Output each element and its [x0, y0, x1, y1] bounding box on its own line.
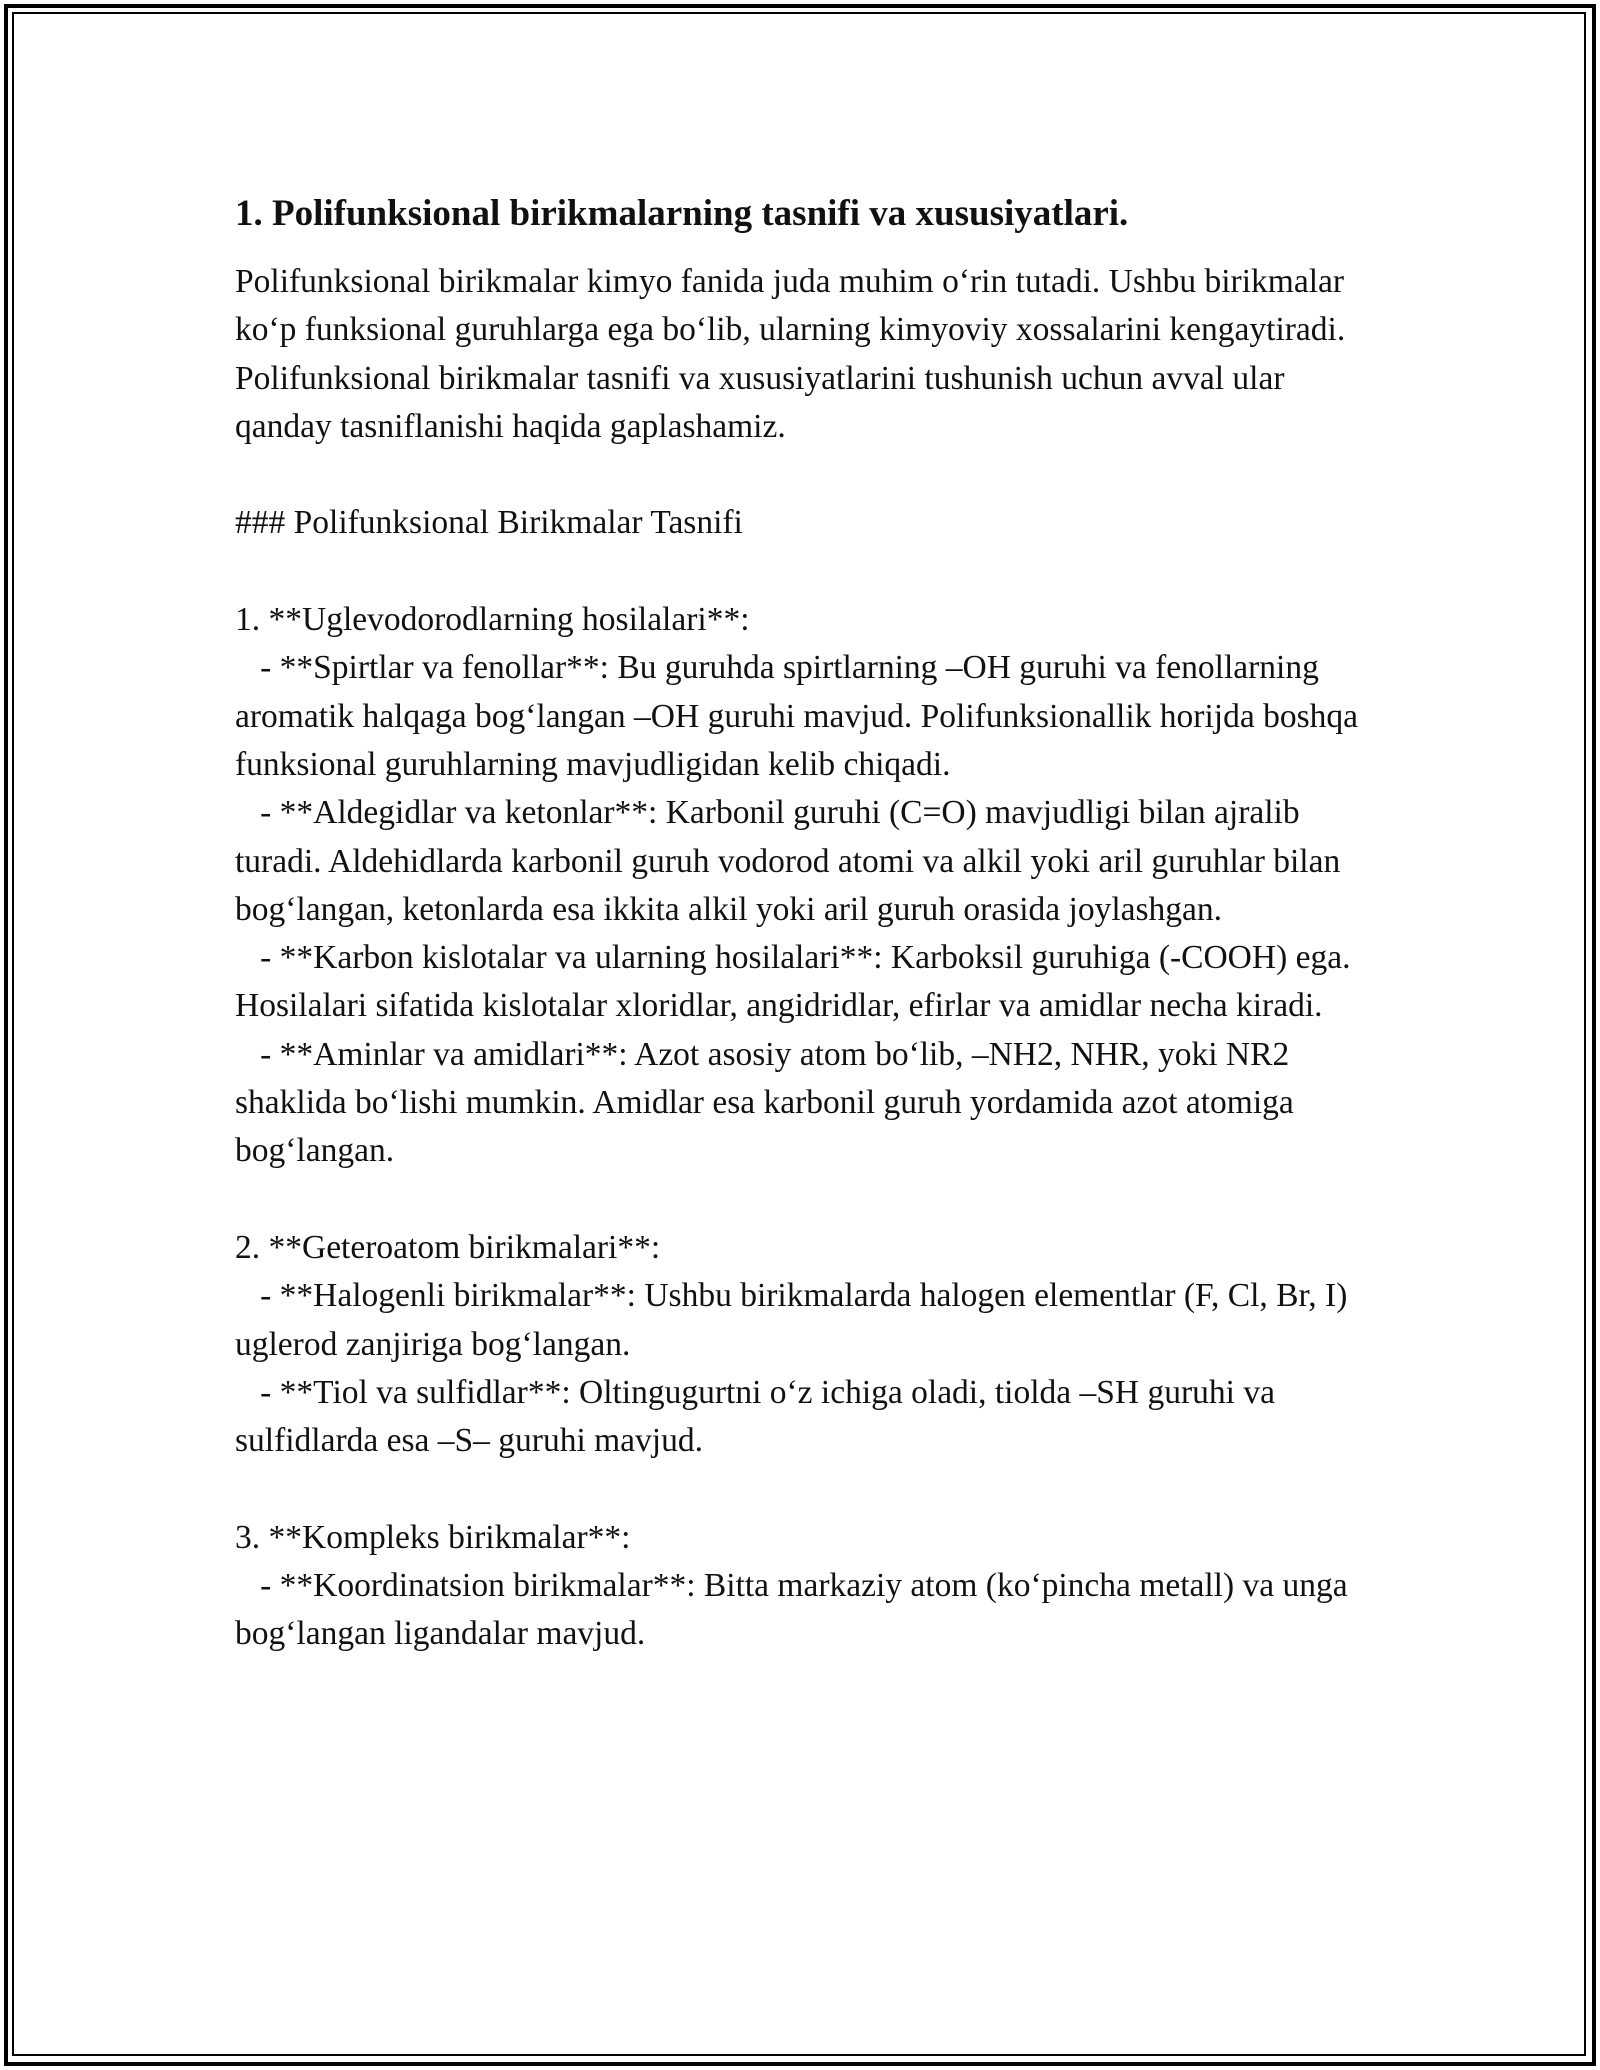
- list-item: - **Koordinatsion birikmalar**: Bitta markaziy atom (ko‘pincha metall) va unga bog‘langan ligandalar mavjud.: [235, 1567, 1357, 1653]
- group-title: 3. **Kompleks birikmalar**:: [235, 1518, 631, 1556]
- document-heading: 1. Polifunksional birikmalarning tasnifi va xususiyatlari.: [235, 193, 1129, 234]
- list-item: - **Tiol va sulfidlar**: Oltingugurtni o‘z ichiga oladi, tiolda –SH guruhi va sulfidlarda esa –S– guruhi mavjud.: [235, 1373, 1284, 1460]
- list-item: - **Karbon kislotalar va ularning hosilalari**: Karboksil guruhiga (-COOH) ega. Hosilalari sifatida kislotalar xloridlar, angidridlar, efirlar va amidlar necha kiradi.: [235, 939, 1359, 1025]
- spacer: [235, 548, 1365, 596]
- group-title: 2. **Geteroatom birikmalari**:: [235, 1228, 661, 1266]
- spacer: [235, 1176, 1365, 1224]
- spacer: [235, 1465, 1365, 1513]
- section-heading: ### Polifunksional Birikmalar Tasnifi: [235, 504, 743, 542]
- spacer: [235, 451, 1365, 499]
- list-item: - **Spirtlar va fenollar**: Bu guruhda spirtlarning –OH guruhi va fenollarning aromatik halqaga bog‘langan –OH guruhi mavjud. Polifunksionallik horijda boshqa funksional guruhlarning mavjudligidan kelib chiqadi.: [235, 649, 1367, 783]
- list-item: - **Halogenli birikmalar**: Ushbu birikmalarda halogen elementlar (F, Cl, Br, I) uglerod zanjiriga bog‘langan.: [235, 1277, 1356, 1363]
- document-body: [235, 186, 1365, 1659]
- intro-paragraph: Polifunksional birikmalar kimyo fanida juda muhim o‘rin tutadi. Ushbu birikmalar ko‘p funksional guruhlarga ega bo‘lib, ularning kimyoviy xossalarini kengaytiradi. Polifunksional birikmalar tasnifi va xususiyatlarini tushunish uchun avval ular qanday tasniflanishi haqida gaplashamiz.: [235, 263, 1354, 445]
- list-item: - **Aminlar va amidlari**: Azot asosiy atom bo‘lib, –NH2, NHR, yoki NR2 shaklida bo‘lishi mumkin. Amidlar esa karbonil guruh yordamida azot atomiga bog‘langan.: [235, 1035, 1303, 1170]
- group-title: 1. **Uglevodorodlarning hosilalari**:: [235, 601, 750, 639]
- list-item: - **Aldegidlar va ketonlar**: Karbonil guruhi (C=O) mavjudligi bilan ajralib turadi. Aldehidlarda karbonil guruh vodorod atomi va alkil yoki aril guruhlar bilan bog‘langan, ketonlarda esa ikkita alkil yoki aril guruh orasida joylashgan.: [235, 794, 1349, 928]
